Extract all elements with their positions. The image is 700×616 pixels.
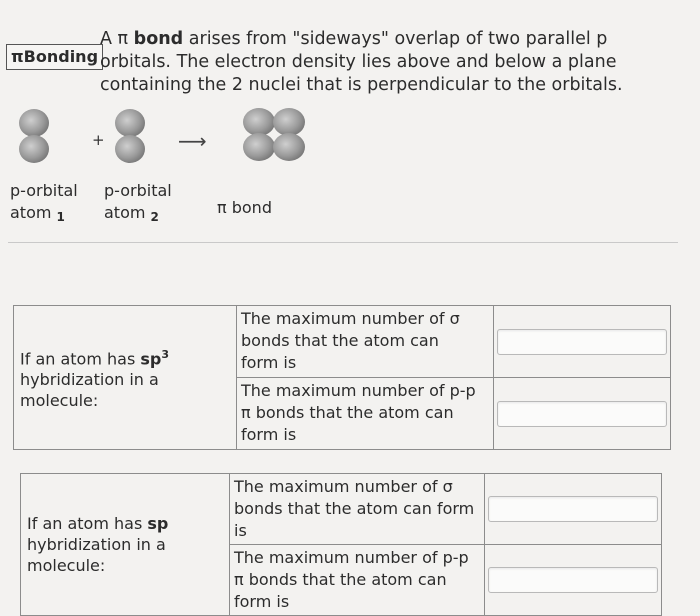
sp-pi-answer-input[interactable]	[488, 567, 658, 593]
question-text: bonds that the atom can form	[234, 499, 475, 518]
superscript: 3	[161, 347, 170, 361]
question-text: bonds that the atom can	[250, 403, 454, 422]
p-orbital-atom-1-label	[10, 180, 78, 228]
sp3-pi-answer-input[interactable]	[497, 401, 667, 427]
question-text: form is	[234, 592, 290, 611]
hybrid-bold: sp	[140, 349, 162, 369]
arrow-icon: ⟶	[178, 129, 207, 153]
pi-symbol: π	[241, 403, 251, 422]
question-text: The maximum number of p-p	[241, 381, 476, 400]
pi-bond-label	[217, 197, 272, 219]
intro-text: A	[100, 29, 118, 49]
intro-paragraph	[100, 28, 680, 97]
question-text: form is	[241, 425, 297, 444]
divider	[8, 242, 678, 243]
label-line: p-orbital	[10, 181, 78, 200]
label-line: atom	[104, 203, 146, 222]
sp3-sigma-question	[237, 306, 494, 378]
p-orbital-2	[115, 109, 145, 163]
cond-text: molecule:	[20, 391, 99, 411]
sp3-sigma-answer-cell	[494, 306, 671, 378]
question-text: bonds that the atom can	[241, 331, 439, 350]
sp-sigma-answer-cell	[485, 474, 662, 545]
subscript: 2	[150, 210, 159, 224]
sp-sigma-answer-input[interactable]	[488, 496, 658, 522]
sp-condition-cell	[21, 474, 230, 616]
question-text: bonds that the atom can	[243, 570, 447, 589]
sp-pi-question	[230, 545, 485, 616]
question-text: is	[234, 521, 247, 540]
sp-sigma-question	[230, 474, 485, 545]
pi-symbol: π	[217, 198, 227, 217]
sp-pi-answer-cell	[485, 545, 662, 616]
intro-line-3: containing the 2 nuclei that is perpendicular to the orbitals.	[100, 75, 623, 95]
intro-line-2: orbitals. The electron density lies above and below a plane	[100, 52, 617, 72]
question-text: The maximum number of σ	[234, 477, 453, 496]
label-line: p-orbital	[104, 181, 172, 200]
cond-text: If an atom has	[20, 349, 141, 369]
cond-text: hybridization in a	[20, 370, 159, 390]
intro-text: arises from "sideways" overlap of two parallel p	[183, 29, 608, 49]
hybrid-bold: sp	[147, 514, 169, 533]
label-line: bond	[231, 198, 272, 217]
sp3-condition-cell	[14, 306, 237, 450]
pi-bonding-tag	[6, 44, 103, 70]
tag-pi-symbol: π	[11, 47, 24, 66]
orbital-diagram	[0, 100, 330, 180]
sp-question-table	[20, 473, 662, 616]
question-text: form is	[241, 353, 297, 372]
sp3-pi-answer-cell	[494, 378, 671, 450]
pi-symbol: π	[234, 570, 244, 589]
sp3-question-table	[13, 305, 671, 450]
subscript: 1	[56, 210, 65, 224]
pi-symbol: π	[117, 29, 129, 49]
bond-bold: bond	[133, 29, 184, 49]
cond-text: If an atom has	[27, 514, 148, 533]
question-text: The maximum number of p-p	[234, 548, 469, 567]
intro-line-1	[100, 28, 680, 51]
cond-text: molecule:	[27, 556, 106, 575]
label-line: atom	[10, 203, 52, 222]
cond-text: hybridization in a	[27, 535, 166, 554]
p-orbital-1	[19, 109, 49, 163]
tag-label: Bonding	[23, 47, 99, 66]
p-orbital-atom-2-label	[104, 180, 172, 228]
pi-bond-orbital	[243, 108, 305, 161]
sp3-sigma-answer-input[interactable]	[497, 329, 667, 355]
sp3-pi-question	[237, 378, 494, 450]
question-text: The maximum number of σ	[241, 309, 460, 328]
plus-sign: +	[92, 131, 105, 149]
